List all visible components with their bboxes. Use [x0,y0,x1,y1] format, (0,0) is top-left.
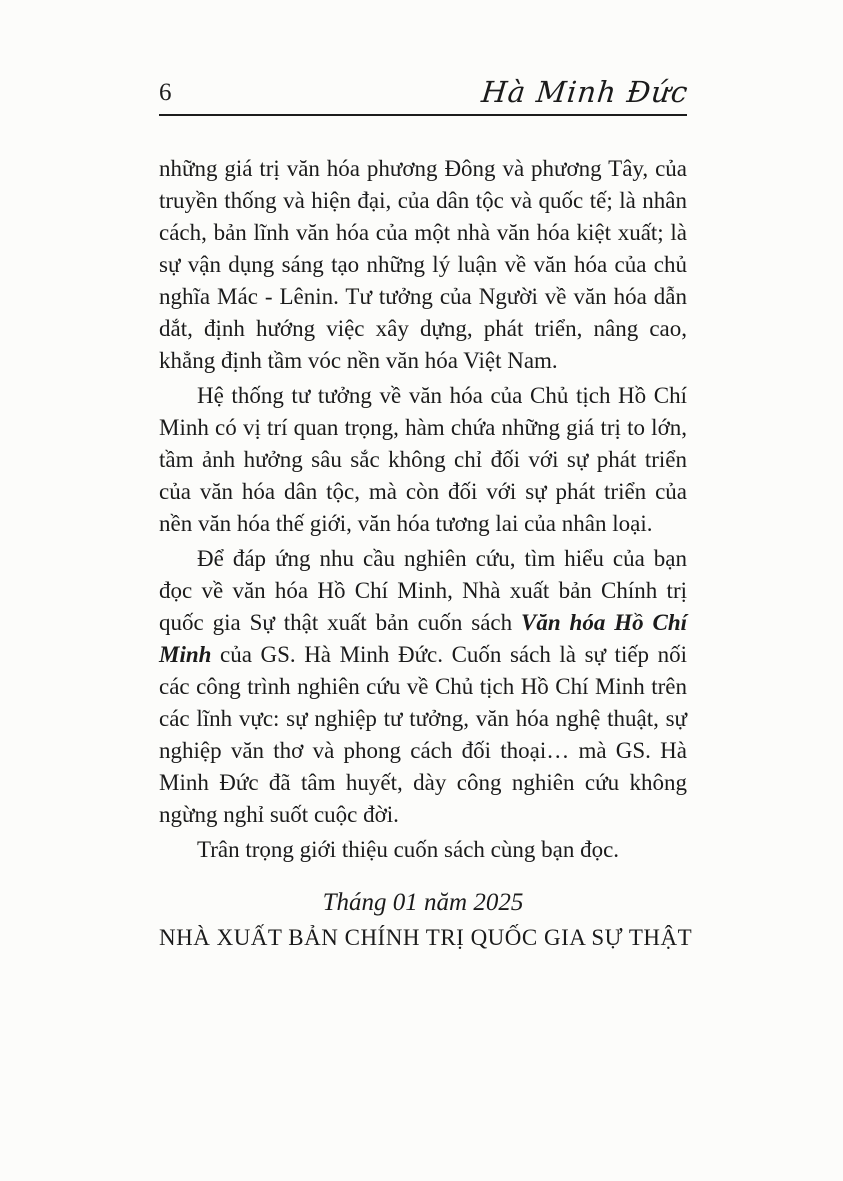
paragraph-closing: Trân trọng giới thiệu cuốn sách cùng bạn đọc. [197,837,620,862]
page-content [159,75,693,956]
page-header [159,75,691,116]
publisher-line: NHÀ XUẤT BẢN CHÍNH TRỊ QUỐC GIA SỰ THẬT [159,925,693,950]
page-footer [159,886,693,956]
paragraph-continuation: những giá trị văn hóa phương Đông và phương Tây, của truyền thống và hiện đại, của dân tộc và quốc tế; là nhân cách, bản lĩnh văn hóa của một nhà văn hóa kiệt xuất; là sự vận dụng sáng tạo những lý luận về văn hóa của chủ nghĩa Mác - Lênin. Tư tưởng của Người về văn hóa dẫn dắt, định hướng việc xây dựng, phát triển, nâng cao, khẳng định tầm vóc nền văn hóa Việt Nam. [159,156,687,373]
page-number: 6 [159,79,172,106]
paragraph-text: của GS. Hà Minh Đức. Cuốn sách là sự tiếp nối các công trình nghiên cứu về Chủ tịch Hồ Chí Minh trên các lĩnh vực: sự nghiệp tư tưởng, văn hóa nghệ thuật, sự nghiệp văn thơ và phong cách đối thoại… mà GS. Hà Minh Đức đã tâm huyết, dày công nghiên cứu không ngừng nghỉ suốt cuộc đời. [159,642,687,827]
book-title-emphasis: Văn hóa Hồ Chí Minh [159,610,688,667]
running-head-author: Hà Minh Đức [480,75,691,109]
paragraph: Hệ thống tư tưởng về văn hóa của Chủ tịch Hồ Chí Minh có vị trí quan trọng, hàm chứa những giá trị to lớn, tầm ảnh hưởng sâu sắc không chỉ đối với sự phát triển của văn hóa dân tộc, mà còn đối với sự phát triển của nền văn hóa thế giới, văn hóa tương lai của nhân loại. [159,383,687,536]
paragraph-text: Để đáp ứng nhu cầu nghiên cứu, tìm hiểu của bạn đọc về văn hóa Hồ Chí Minh, Nhà xuất bản Chính trị quốc gia Sự thật xuất bản cuốn sách [159,546,687,635]
body-text [159,153,687,866]
date-line: Tháng 01 năm 2025 [322,889,524,916]
paragraph [159,543,687,831]
